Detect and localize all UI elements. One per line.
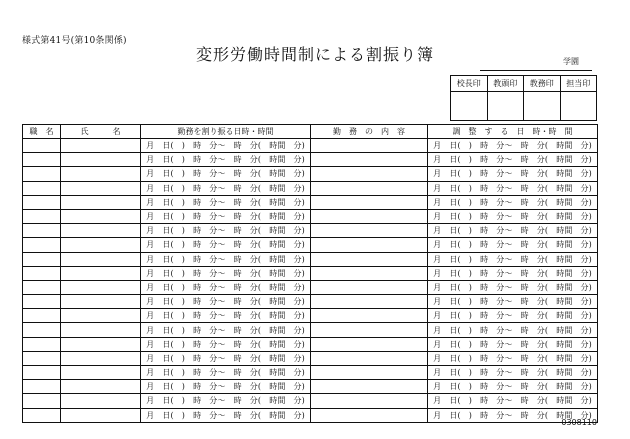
name-cell[interactable]: [61, 309, 141, 323]
work-content-cell[interactable]: [311, 366, 428, 380]
name-cell[interactable]: [61, 181, 141, 195]
position-cell[interactable]: [23, 408, 61, 422]
allocated-datetime-cell[interactable]: 月 日( ) 時 分～ 時 分( 時間 分): [141, 309, 311, 323]
table-row: [23, 380, 598, 394]
adjusted-datetime-cell[interactable]: 月 日( ) 時 分～ 時 分( 時間 分): [428, 238, 598, 252]
position-cell[interactable]: [23, 238, 61, 252]
school-label: 学園: [563, 57, 579, 66]
table-row: [23, 139, 598, 153]
position-cell[interactable]: [23, 323, 61, 337]
name-cell[interactable]: [61, 408, 141, 422]
name-cell[interactable]: [61, 295, 141, 309]
name-cell[interactable]: [61, 224, 141, 238]
seal-box-academic-affairs[interactable]: [524, 92, 561, 121]
table-header-row: [23, 125, 598, 139]
position-cell[interactable]: [23, 181, 61, 195]
work-content-cell[interactable]: [311, 394, 428, 408]
adjusted-datetime-cell[interactable]: 月 日( ) 時 分～ 時 分( 時間 分): [428, 266, 598, 280]
seal-header-staff: 担当印: [560, 76, 597, 92]
name-cell[interactable]: [61, 167, 141, 181]
form-number: 様式第41号(第10条関係): [22, 36, 127, 46]
position-cell[interactable]: [23, 139, 61, 153]
adjusted-datetime-cell[interactable]: 月 日( ) 時 分～ 時 分( 時間 分): [428, 323, 598, 337]
position-cell[interactable]: [23, 167, 61, 181]
work-content-cell[interactable]: [311, 323, 428, 337]
table-row: [23, 309, 598, 323]
adjusted-datetime-cell[interactable]: 月 日( ) 時 分～ 時 分( 時間 分): [428, 167, 598, 181]
position-cell[interactable]: [23, 224, 61, 238]
adjusted-datetime-cell[interactable]: 月 日( ) 時 分～ 時 分( 時間 分): [428, 224, 598, 238]
adjusted-datetime-cell[interactable]: 月 日( ) 時 分～ 時 分( 時間 分): [428, 153, 598, 167]
allocated-datetime-cell[interactable]: 月 日( ) 時 分～ 時 分( 時間 分): [141, 323, 311, 337]
table-row: [23, 209, 598, 223]
allocated-datetime-cell[interactable]: 月 日( ) 時 分～ 時 分( 時間 分): [141, 153, 311, 167]
adjusted-datetime-cell[interactable]: 月 日( ) 時 分～ 時 分( 時間 分): [428, 280, 598, 294]
allocated-datetime-cell[interactable]: 月 日( ) 時 分～ 時 分( 時間 分): [141, 139, 311, 153]
seal-box-principal[interactable]: [451, 92, 488, 121]
table-row: [23, 351, 598, 365]
adjusted-datetime-cell[interactable]: 月 日( ) 時 分～ 時 分( 時間 分): [428, 195, 598, 209]
header-name: 氏 名: [61, 125, 141, 139]
header-adjusted-datetime: 調 整 す る 日 時・時 間: [428, 125, 598, 139]
allocated-datetime-cell[interactable]: 月 日( ) 時 分～ 時 分( 時間 分): [141, 280, 311, 294]
adjusted-datetime-cell[interactable]: 月 日( ) 時 分～ 時 分( 時間 分): [428, 295, 598, 309]
position-cell[interactable]: [23, 280, 61, 294]
table-row: [23, 252, 598, 266]
table-row: [23, 181, 598, 195]
allocated-datetime-cell[interactable]: 月 日( ) 時 分～ 時 分( 時間 分): [141, 224, 311, 238]
seal-header-academic-affairs: 教務印: [524, 76, 561, 92]
allocated-datetime-cell[interactable]: 月 日( ) 時 分～ 時 分( 時間 分): [141, 408, 311, 422]
allocated-datetime-cell[interactable]: 月 日( ) 時 分～ 時 分( 時間 分): [141, 394, 311, 408]
name-cell[interactable]: [61, 252, 141, 266]
header-allocated-datetime: 勤務を割り振る日時・時間: [141, 125, 311, 139]
table-row: [23, 366, 598, 380]
adjusted-datetime-cell[interactable]: 月 日( ) 時 分～ 時 分( 時間 分): [428, 209, 598, 223]
name-cell[interactable]: [61, 139, 141, 153]
position-cell[interactable]: [23, 266, 61, 280]
work-content-cell[interactable]: [311, 408, 428, 422]
allocated-datetime-cell[interactable]: 月 日( ) 時 分～ 時 分( 時間 分): [141, 195, 311, 209]
header-position: 職 名: [23, 125, 61, 139]
allocated-datetime-cell[interactable]: 月 日( ) 時 分～ 時 分( 時間 分): [141, 337, 311, 351]
adjusted-datetime-cell[interactable]: 月 日( ) 時 分～ 時 分( 時間 分): [428, 337, 598, 351]
name-cell[interactable]: [61, 323, 141, 337]
work-content-cell[interactable]: [311, 337, 428, 351]
table-row: [23, 394, 598, 408]
name-cell[interactable]: [61, 266, 141, 280]
name-cell[interactable]: [61, 394, 141, 408]
seal-box-staff[interactable]: [560, 92, 597, 121]
allocated-datetime-cell[interactable]: 月 日( ) 時 分～ 時 分( 時間 分): [141, 209, 311, 223]
work-content-cell[interactable]: [311, 181, 428, 195]
adjusted-datetime-cell[interactable]: 月 日( ) 時 分～ 時 分( 時間 分): [428, 408, 598, 422]
name-cell[interactable]: [61, 153, 141, 167]
table-row: [23, 337, 598, 351]
seal-table: [450, 75, 597, 121]
position-cell[interactable]: [23, 351, 61, 365]
work-content-cell[interactable]: [311, 224, 428, 238]
table-row: [23, 167, 598, 181]
serial-number: 0308110: [561, 418, 597, 427]
table-body: [23, 139, 598, 423]
work-content-cell[interactable]: [311, 153, 428, 167]
allocation-table: [22, 124, 598, 423]
allocated-datetime-cell[interactable]: 月 日( ) 時 分～ 時 分( 時間 分): [141, 380, 311, 394]
work-content-cell[interactable]: [311, 280, 428, 294]
table-row: [23, 295, 598, 309]
allocated-datetime-cell[interactable]: 月 日( ) 時 分～ 時 分( 時間 分): [141, 238, 311, 252]
allocated-datetime-cell[interactable]: 月 日( ) 時 分～ 時 分( 時間 分): [141, 167, 311, 181]
adjusted-datetime-cell[interactable]: 月 日( ) 時 分～ 時 分( 時間 分): [428, 252, 598, 266]
allocated-datetime-cell[interactable]: 月 日( ) 時 分～ 時 分( 時間 分): [141, 366, 311, 380]
position-cell[interactable]: [23, 337, 61, 351]
allocated-datetime-cell[interactable]: 月 日( ) 時 分～ 時 分( 時間 分): [141, 266, 311, 280]
work-content-cell[interactable]: [311, 380, 428, 394]
work-content-cell[interactable]: [311, 266, 428, 280]
work-content-cell[interactable]: [311, 209, 428, 223]
seal-header-vice-principal: 教頭印: [487, 76, 524, 92]
work-content-cell[interactable]: [311, 351, 428, 365]
position-cell[interactable]: [23, 295, 61, 309]
table-row: [23, 323, 598, 337]
position-cell[interactable]: [23, 309, 61, 323]
adjusted-datetime-cell[interactable]: 月 日( ) 時 分～ 時 分( 時間 分): [428, 380, 598, 394]
allocated-datetime-cell[interactable]: 月 日( ) 時 分～ 時 分( 時間 分): [141, 181, 311, 195]
work-content-cell[interactable]: [311, 252, 428, 266]
seal-header-principal: 校長印: [451, 76, 488, 92]
name-cell[interactable]: [61, 351, 141, 365]
position-cell[interactable]: [23, 195, 61, 209]
name-cell[interactable]: [61, 380, 141, 394]
work-content-cell[interactable]: [311, 295, 428, 309]
position-cell[interactable]: [23, 153, 61, 167]
work-content-cell[interactable]: [311, 195, 428, 209]
table-row: [23, 266, 598, 280]
adjusted-datetime-cell[interactable]: 月 日( ) 時 分～ 時 分( 時間 分): [428, 394, 598, 408]
document-title: 変形労働時間制による割振り簿: [195, 45, 434, 64]
position-cell[interactable]: [23, 209, 61, 223]
name-cell[interactable]: [61, 337, 141, 351]
table-row: [23, 153, 598, 167]
work-content-cell[interactable]: [311, 309, 428, 323]
allocated-datetime-cell[interactable]: 月 日( ) 時 分～ 時 分( 時間 分): [141, 252, 311, 266]
name-cell[interactable]: [61, 280, 141, 294]
adjusted-datetime-cell[interactable]: 月 日( ) 時 分～ 時 分( 時間 分): [428, 366, 598, 380]
adjusted-datetime-cell[interactable]: 月 日( ) 時 分～ 時 分( 時間 分): [428, 139, 598, 153]
position-cell[interactable]: [23, 366, 61, 380]
table-row: [23, 408, 598, 422]
adjusted-datetime-cell[interactable]: 月 日( ) 時 分～ 時 分( 時間 分): [428, 309, 598, 323]
allocated-datetime-cell[interactable]: 月 日( ) 時 分～ 時 分( 時間 分): [141, 295, 311, 309]
position-cell[interactable]: [23, 380, 61, 394]
name-cell[interactable]: [61, 238, 141, 252]
seal-box-vice-principal[interactable]: [487, 92, 524, 121]
header-work-content: 勤 務 の 内 容: [311, 125, 428, 139]
table-row: [23, 224, 598, 238]
work-content-cell[interactable]: [311, 238, 428, 252]
table-row: [23, 280, 598, 294]
adjusted-datetime-cell[interactable]: 月 日( ) 時 分～ 時 分( 時間 分): [428, 181, 598, 195]
position-cell[interactable]: [23, 252, 61, 266]
name-cell[interactable]: [61, 366, 141, 380]
position-cell[interactable]: [23, 394, 61, 408]
adjusted-datetime-cell[interactable]: 月 日( ) 時 分～ 時 分( 時間 分): [428, 351, 598, 365]
allocated-datetime-cell[interactable]: 月 日( ) 時 分～ 時 分( 時間 分): [141, 351, 311, 365]
table-row: [23, 195, 598, 209]
work-content-cell[interactable]: [311, 167, 428, 181]
name-cell[interactable]: [61, 195, 141, 209]
table-row: [23, 238, 598, 252]
work-content-cell[interactable]: [311, 139, 428, 153]
name-cell[interactable]: [61, 209, 141, 223]
